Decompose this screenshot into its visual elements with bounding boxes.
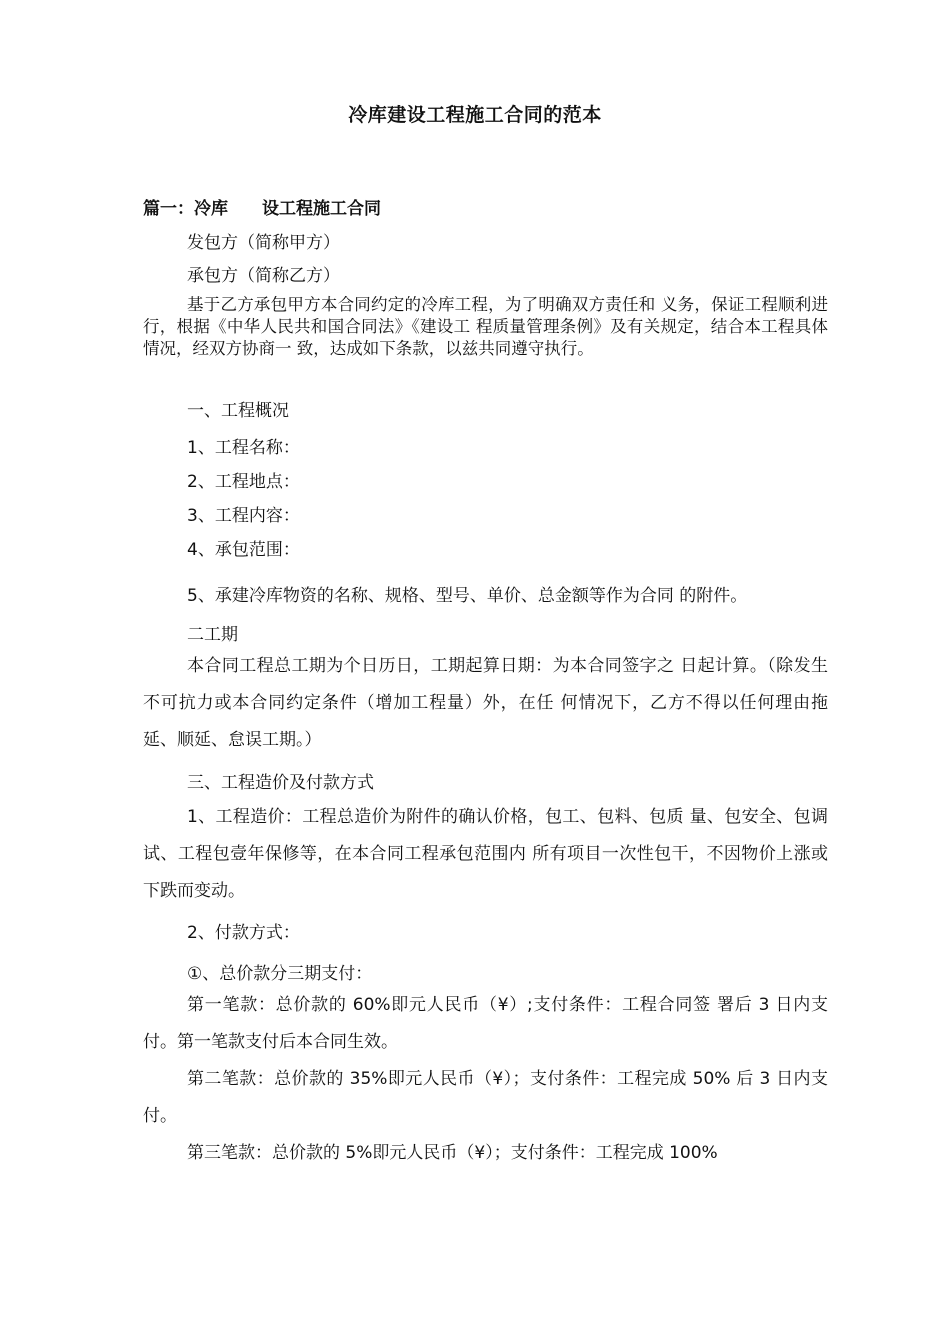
item-project-location: 2、工程地点：	[187, 472, 300, 492]
item-materials-annex: 5、承建冷库物资的名称、规格、型号、单价、总金额等作为合同 的附件。	[187, 586, 748, 606]
preamble-paragraph: 基于乙方承包甲方本合同约定的冷库工程，为了明确双方责任和 义务，保证工程顺利进行，根据《中华人民共和国合同法》《建设工 程质量管理条例》及有关规定，结合本工程具体情况，经双方协商一 致，达成如下条款，以兹共同遵守执行。	[143, 295, 828, 358]
item-project-name: 1、工程名称：	[187, 438, 300, 458]
overview-heading: 一、工程概况	[187, 401, 289, 421]
price-heading: 三、工程造价及付款方式	[187, 773, 374, 793]
period-paragraph: 本合同工程总工期为个日历日，工期起算日期：为本合同签字之 日起计算。（除发生不可抗力或本合同约定条件（增加工程量）外，在任 何情况下，乙方不得以任何理由拖延、顺延、怠误工期。）	[143, 656, 828, 750]
document-title: 冷库建设工程施工合同的范本	[348, 104, 602, 126]
party-a-line: 发包方（简称甲方）	[187, 233, 340, 253]
installments-line: ①、总价款分三期支付：	[187, 964, 373, 984]
section-heading: 篇一：冷库 设工程施工合同	[143, 199, 381, 219]
price-paragraph: 1、工程造价：工程总造价为附件的确认价格，包工、包料、包质 量、包安全、包调试、工程包壹年保修等，在本合同工程承包范围内 所有项目一次性包干，不因物价上涨或下跌而变动。	[143, 807, 828, 901]
payment-heading: 2、付款方式：	[187, 923, 300, 943]
payment-second-paragraph: 第二笔款：总价款的 35%即元人民币（¥）；支付条件：工程完成 50% 后 3 日内支付。	[143, 1069, 828, 1126]
period-heading: 二工期	[187, 625, 238, 645]
payment-first-paragraph: 第一笔款：总价款的 60%即元人民币（¥）;支付条件：工程合同签 署后 3 日内支付。第一笔款支付后本合同生效。	[143, 995, 828, 1052]
payment-third-paragraph: 第三笔款：总价款的 5%即元人民币（¥）；支付条件：工程完成 100%	[187, 1143, 718, 1163]
item-contract-scope: 4、承包范围：	[187, 540, 300, 560]
party-b-line: 承包方（简称乙方）	[187, 266, 340, 286]
item-project-content: 3、工程内容：	[187, 506, 300, 526]
